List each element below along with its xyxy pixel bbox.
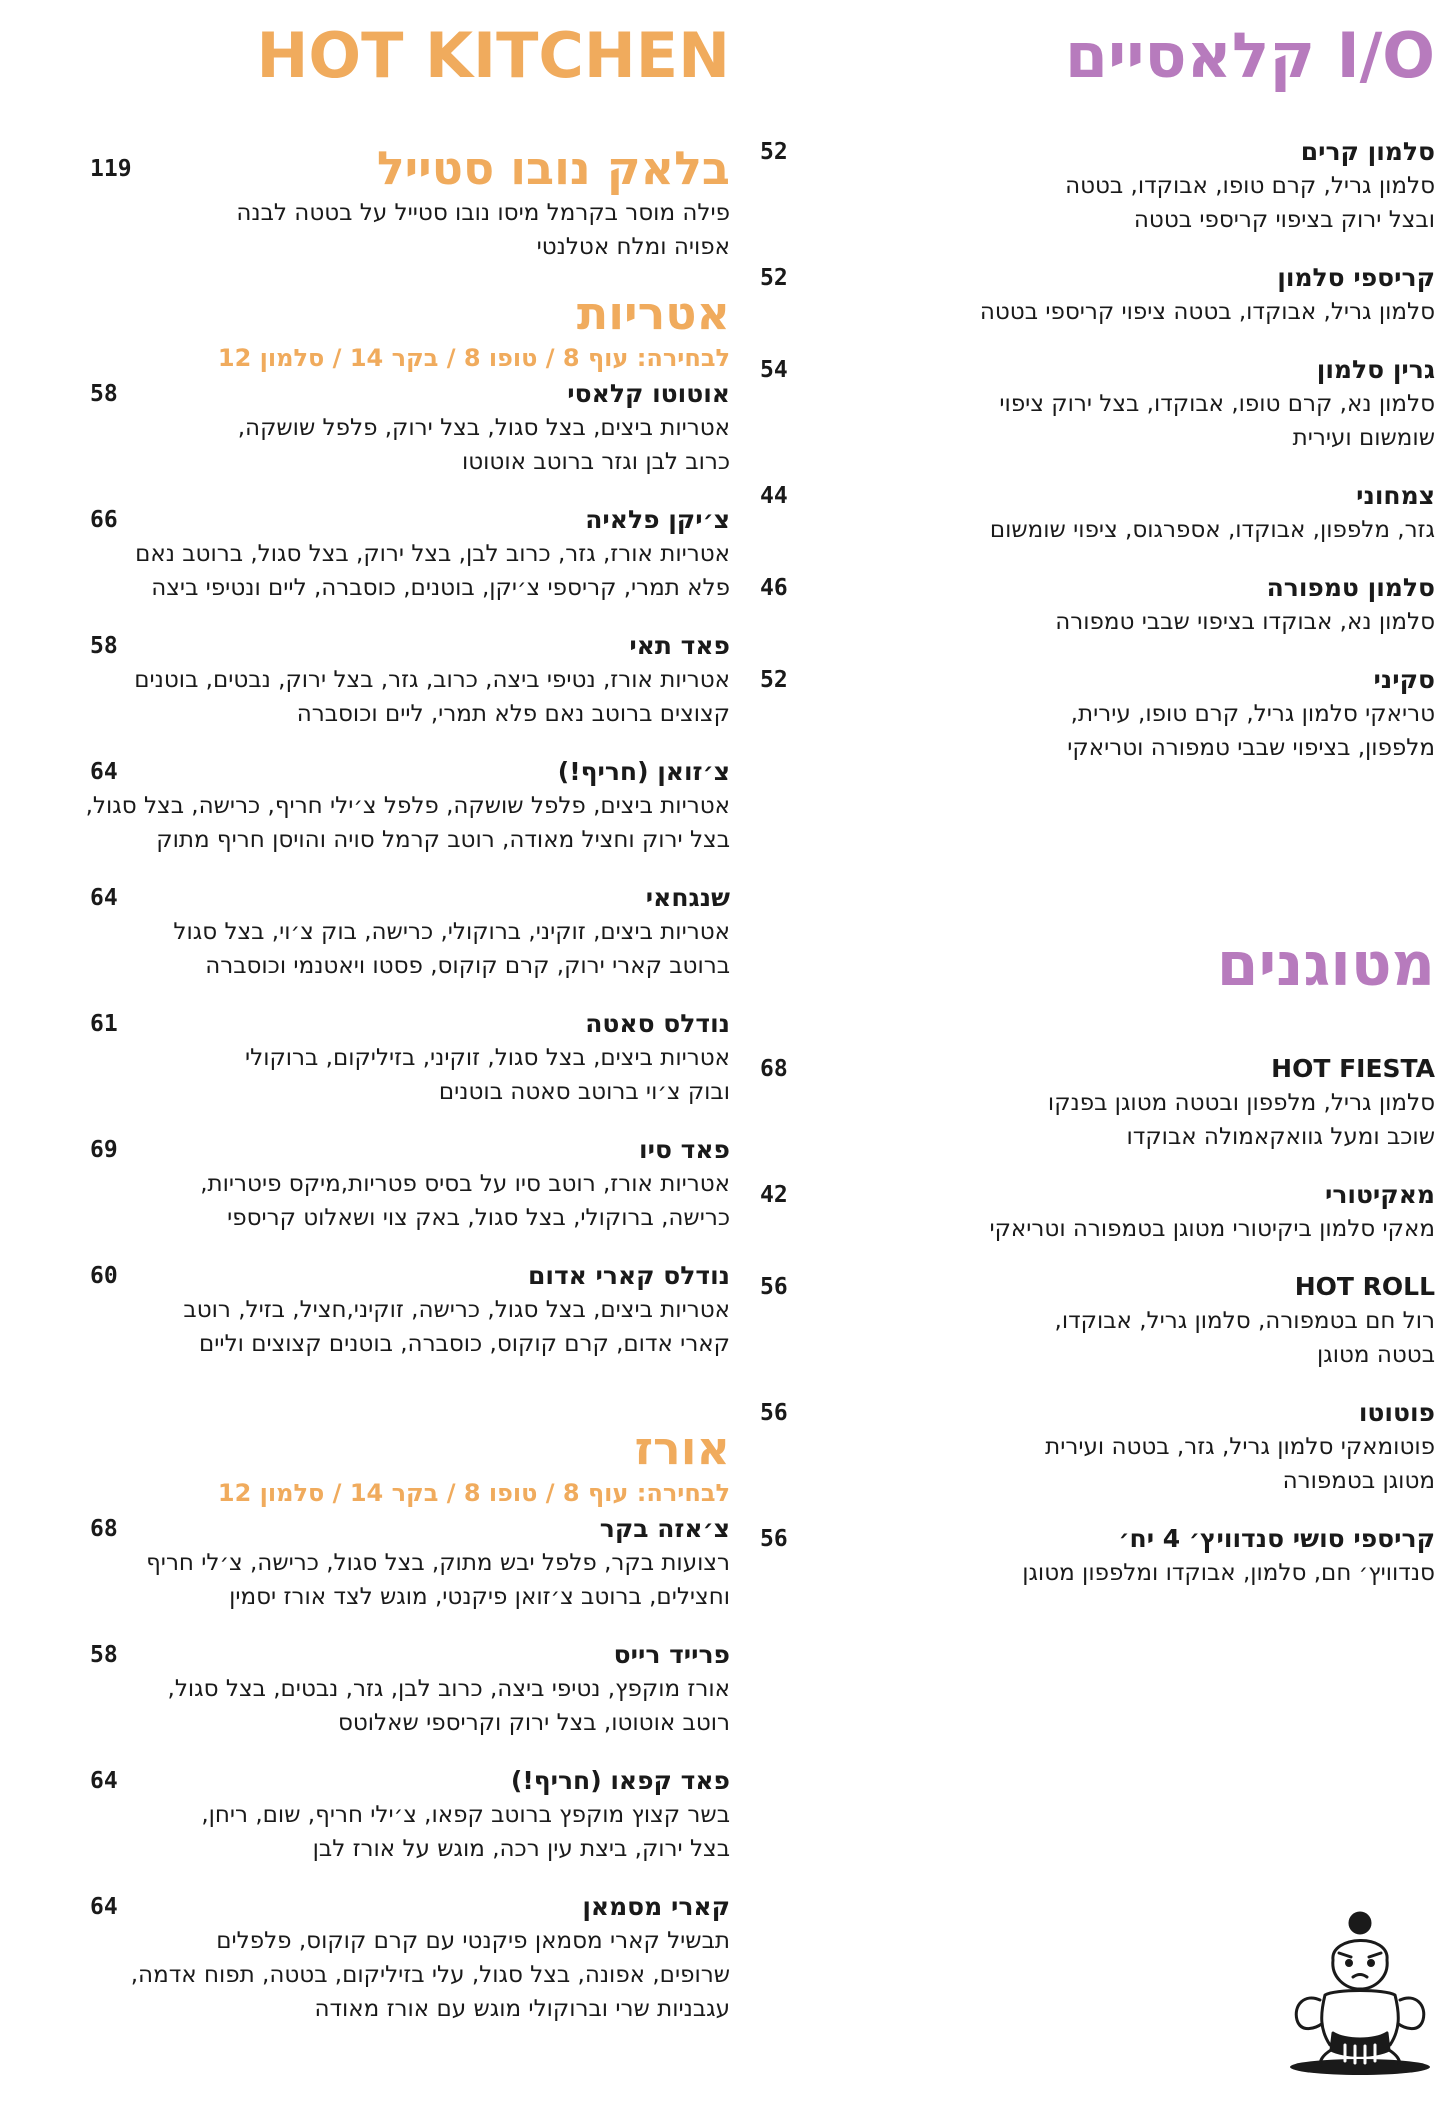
menu-item-desc-line: כרישה, ברוקולי, בצל סגול, באק צוי ושאלוט קריספי xyxy=(227,1205,730,1231)
classics-title: I/O קלאסיים xyxy=(1064,19,1435,92)
menu-item-desc-line: רול חם בטמפורה, סלמון גריל, אבוקדו, xyxy=(1054,1308,1435,1334)
menu-item-price: 52 xyxy=(760,139,788,165)
menu-item-header xyxy=(70,1007,730,1041)
menu-item-price: 69 xyxy=(90,1137,118,1163)
menu-item xyxy=(760,1396,1435,1498)
menu-item-desc-line: שומשום ועירית xyxy=(1292,425,1435,451)
menu-item-desc-line: סלמון גריל, קרם טופו, אבוקדו, בטטה xyxy=(1065,173,1435,199)
menu-item-desc-line: קצוצים ברוטב נאם פלא תמרי, ליים וכוסברה xyxy=(296,701,730,727)
menu-item-header xyxy=(70,881,730,915)
menu-item-header xyxy=(70,1133,730,1167)
menu-item-name: פרייד רייס xyxy=(613,1640,730,1669)
menu-item-name: קארי מסמאן xyxy=(582,1892,730,1921)
menu-item-desc-line: סלמון נא, אבוקדו בציפוי שבבי טמפורה xyxy=(1055,609,1435,635)
menu-item-price: 54 xyxy=(760,357,788,383)
menu-item-price: 60 xyxy=(90,1263,118,1289)
menu-item-desc-line: רוטב אוטוטו, בצל ירוק וקריספי שאלוטס xyxy=(337,1710,730,1736)
menu-item-desc-line: שרופים, אפונה, בצל סגול, עלי בזיליקום, בטטה, תפוח אדמה, xyxy=(130,1962,730,1988)
menu-item-desc-line: ובוק צ׳וי ברוטב סאטה בוטנים xyxy=(438,1079,730,1105)
menu-item-price: 42 xyxy=(760,1182,788,1208)
menu-item-desc-line: עגבניות שרי וברוקולי מוגש עם אורז מאודה xyxy=(314,1996,730,2022)
menu-item-desc-line: סלמון גריל, מלפפון ובטטה מטוגן בפנקו xyxy=(1047,1090,1435,1116)
menu-item-price: 52 xyxy=(760,265,788,291)
menu-item xyxy=(70,1007,730,1109)
menu-item-name: נודלס סאטה xyxy=(585,1009,730,1038)
black-novo-price: 119 xyxy=(90,156,132,182)
menu-item-header xyxy=(760,1270,1435,1304)
menu-item-price: 64 xyxy=(90,1894,118,1920)
menu-item-name: שנגחאי xyxy=(645,883,730,912)
menu-item-desc-line: בצל ירוק, ביצת עין רכה, מוגש על אורז לבן xyxy=(312,1836,730,1862)
menu-item xyxy=(760,1270,1435,1372)
menu-item-desc-line: פוטומאקי סלמון גריל, גזר, בטטה ועירית xyxy=(1045,1434,1435,1460)
menu-item-desc-line: סלמון נא, קרם טופו, אבוקדו, בצל ירוק ציפוי xyxy=(999,391,1435,417)
menu-item-name: צ׳יקן פלאיה xyxy=(585,505,730,534)
menu-item-header xyxy=(760,1522,1435,1556)
menu-item xyxy=(70,1638,730,1740)
menu-item-header xyxy=(760,135,1435,169)
menu-item-desc-line: רצועות בקר, פלפל יבש מתוק, בצל סגול, כרישה, צ׳לי חריף xyxy=(146,1550,730,1576)
menu-item-header xyxy=(70,1638,730,1672)
menu-item xyxy=(760,663,1435,765)
menu-item-name: פוטוטו xyxy=(1358,1398,1435,1427)
menu-item-desc-line: תבשיל קארי מסמאן פיקנטי עם קרם קוקוס, פלפלים xyxy=(216,1928,730,1954)
menu-item-header xyxy=(70,755,730,789)
menu-item-price: 68 xyxy=(90,1516,118,1542)
menu-item-header xyxy=(760,1396,1435,1430)
menu-item-name: מאקיטורי xyxy=(1324,1180,1435,1209)
sumo-wrestler-icon xyxy=(1275,1905,1430,2080)
menu-item-price: 52 xyxy=(760,667,788,693)
menu-item-name: פאד קפאו (חריף!) xyxy=(510,1766,730,1795)
menu-item-name: צ׳זואן (חריף!) xyxy=(557,757,730,786)
menu-item-desc-line: סלמון גריל, אבוקדו, בטטה ציפוי קריספי בטטה xyxy=(979,299,1435,325)
menu-item xyxy=(760,261,1435,329)
rice-list xyxy=(70,1512,730,2026)
menu-item xyxy=(70,1890,730,2026)
menu-item-desc-line: אטריות ביצים, בצל סגול, כרישה, זוקיני,חציל, בזיל, רוטב xyxy=(183,1297,730,1323)
menu-item-name: HOT ROLL xyxy=(1294,1272,1435,1301)
menu-item-header xyxy=(70,377,730,411)
menu-item-desc-line: אטריות אורז, גזר, כרוב לבן, בצל ירוק, בצל סגול, ברוטב נאם xyxy=(135,541,730,567)
menu-item-desc-line: בצל ירוק וחציל מאודה, רוטב קרמל סויה והויסן חריף מתוק xyxy=(156,827,730,853)
menu-item-name: סלמון קרים xyxy=(1300,137,1435,166)
menu-item-desc-line: אטריות ביצים, בצל סגול, זוקיני, בזיליקום, ברוקולי xyxy=(244,1045,730,1071)
menu-item-header xyxy=(760,479,1435,513)
menu-item xyxy=(760,571,1435,639)
menu-item-name: HOT FIESTA xyxy=(1271,1054,1435,1083)
menu-item-desc-line: גזר, מלפפון, אבוקדו, אספרגוס, ציפוי שומשום xyxy=(989,517,1435,543)
menu-item xyxy=(70,1764,730,1866)
menu-item xyxy=(70,1133,730,1235)
menu-item xyxy=(760,1522,1435,1590)
menu-item-desc-line: קארי אדום, קרם קוקוס, כוסברה, בוטנים קצוצים וליים xyxy=(199,1331,730,1357)
black-novo-title: בלאק נובו סטייל xyxy=(376,141,730,195)
fried-section xyxy=(760,930,1435,1614)
menu-item-price: 46 xyxy=(760,575,788,601)
menu-item-header xyxy=(70,1764,730,1798)
menu-item-price: 66 xyxy=(90,507,118,533)
rice-choice: לבחירה: עוף 8 / טופו 8 / בקר 14 / סלמון 12 xyxy=(217,1479,730,1507)
fried-title: מטוגנים xyxy=(1216,930,1435,1000)
menu-item-price: 61 xyxy=(90,1011,118,1037)
menu-item-desc-line: וחצילים, ברוטב צ׳זואן פיקנטי, מוגש לצד אורז יסמין xyxy=(229,1584,730,1610)
menu-item xyxy=(760,1178,1435,1246)
menu-item-price: 58 xyxy=(90,1642,118,1668)
menu-item-desc-line: סנדוויץ׳ חם, סלמון, אבוקדו ומלפפון מטוגן xyxy=(1022,1560,1435,1586)
menu-item-header xyxy=(70,629,730,663)
menu-item-name: גרין סלמון xyxy=(1316,355,1435,384)
hot-kitchen-title: HOT KITCHEN xyxy=(256,19,730,92)
menu-item-header xyxy=(70,1259,730,1293)
menu-item-desc-line: פלא תמרי, קריספי צ׳יקן, בוטנים, כוסברה, ליים ונטיפי ביצה xyxy=(151,575,730,601)
menu-item xyxy=(70,881,730,983)
menu-item-price: 56 xyxy=(760,1526,788,1552)
menu-item-header xyxy=(760,261,1435,295)
menu-item-desc-line: ברוטב קארי ירוק, קרם קוקוס, פסטו ויאטנמי וכוסברה xyxy=(205,953,730,979)
menu-item-desc-line: ובצל ירוק בציפוי קריספי בטטה xyxy=(1133,207,1435,233)
menu-item-desc-line: מלפפון, בציפוי שבבי טמפורה וטריאקי xyxy=(1067,735,1435,761)
menu-item-desc-line: אטריות ביצים, זוקיני, ברוקולי, כרישה, בוק צ׳וי, בצל סגול xyxy=(173,919,730,945)
menu-item-name: נודלס קארי אדום xyxy=(527,1261,730,1290)
menu-item-name: אוטוטו קלאסי xyxy=(567,379,730,408)
noodles-title: אטריות xyxy=(576,286,730,340)
menu-item xyxy=(760,479,1435,547)
menu-item-name: סלמון טמפורה xyxy=(1266,573,1435,602)
rice-title: אורז xyxy=(634,1421,730,1475)
menu-item xyxy=(70,377,730,479)
menu-item-name: צ׳אזה בקר xyxy=(599,1514,730,1543)
menu-item-price: 64 xyxy=(90,1768,118,1794)
menu-item xyxy=(70,755,730,857)
menu-item xyxy=(760,135,1435,237)
menu-item-name: צמחוני xyxy=(1356,481,1435,510)
menu-item xyxy=(760,1052,1435,1154)
menu-item-header xyxy=(760,353,1435,387)
noodles-choice: לבחירה: עוף 8 / טופו 8 / בקר 14 / סלמון 12 xyxy=(217,344,730,372)
menu-item-desc-line: בטטה מטוגן xyxy=(1316,1342,1435,1368)
menu-item-price: 56 xyxy=(760,1400,788,1426)
menu-item-desc-line: אטריות ביצים, פלפל שושקה, פלפל צ׳ילי חריף, כרישה, בצל סגול, xyxy=(85,793,730,819)
black-novo-desc-line: פילה מוסר בקרמל מיסו נובו סטייל על בטטה לבנה xyxy=(236,200,730,226)
menu-item-price: 64 xyxy=(90,885,118,911)
menu-item-name: סקיני xyxy=(1373,665,1435,694)
menu-item-desc-line: אטריות ביצים, בצל סגול, בצל ירוק, פלפל שושקה, xyxy=(237,415,730,441)
menu-item-name: פאד סיו xyxy=(639,1135,730,1164)
black-novo-desc-line: אפויה ומלח אטלנטי xyxy=(536,234,730,260)
menu-item-price: 56 xyxy=(760,1274,788,1300)
menu-item-name: פאד תאי xyxy=(629,631,730,660)
menu-item-desc-line: טריאקי סלמון גריל, קרם טופו, עירית, xyxy=(1070,701,1435,727)
fried-list xyxy=(760,1052,1435,1590)
noodles-section xyxy=(70,285,730,1385)
menu-item-name: קריספי סלמון xyxy=(1277,263,1435,292)
menu-item-desc-line: מטוגן בטמפורה xyxy=(1282,1468,1435,1494)
menu-item-header xyxy=(760,571,1435,605)
menu-item-desc-line: שוכב ומעל גוואקאמולה אבוקדו xyxy=(1126,1124,1435,1150)
menu-item-name: קריספי סושי סנדוויץ׳ 4 יח׳ xyxy=(1118,1524,1435,1553)
menu-item xyxy=(70,1512,730,1614)
rice-section xyxy=(70,1420,730,2050)
menu-item-desc-line: אטריות אורז, נטיפי ביצה, כרוב, גזר, בצל ירוק, נבטים, בוטנים xyxy=(134,667,730,693)
menu-item xyxy=(760,353,1435,455)
menu-item-header xyxy=(760,1178,1435,1212)
menu-item-header xyxy=(760,663,1435,697)
menu-item-price: 64 xyxy=(90,759,118,785)
menu-item xyxy=(70,503,730,605)
menu-item-header xyxy=(70,503,730,537)
menu-item-desc-line: מאקי סלמון ביקיטורי מטוגן בטמפורה וטריאקי xyxy=(989,1216,1435,1242)
menu-item-desc-line: אטריות אורז, רוטב סיו על בסיס פטריות,מיקס פיטריות, xyxy=(200,1171,730,1197)
menu-item xyxy=(70,1259,730,1361)
menu-item-header xyxy=(760,1052,1435,1086)
menu-item-desc-line: אורז מוקפץ, נטיפי ביצה, כרוב לבן, גזר, נבטים, בצל סגול, xyxy=(167,1676,730,1702)
noodles-list xyxy=(70,377,730,1361)
menu-item-price: 68 xyxy=(760,1056,788,1082)
menu-item-header xyxy=(70,1512,730,1546)
menu-item-desc-line: כרוב לבן וגזר ברוטב אוטוטו xyxy=(461,449,730,475)
menu-item xyxy=(70,629,730,731)
black-novo-section xyxy=(70,140,730,264)
menu-item-header xyxy=(70,1890,730,1924)
menu-item-desc-line: בשר קצוץ מוקפץ ברוטב קפאו, צ׳ילי חריף, שום, ריחן, xyxy=(201,1802,730,1828)
menu-item-price: 58 xyxy=(90,381,118,407)
menu-item-price: 44 xyxy=(760,483,788,509)
menu-item-price: 58 xyxy=(90,633,118,659)
classics-list xyxy=(760,135,1435,789)
